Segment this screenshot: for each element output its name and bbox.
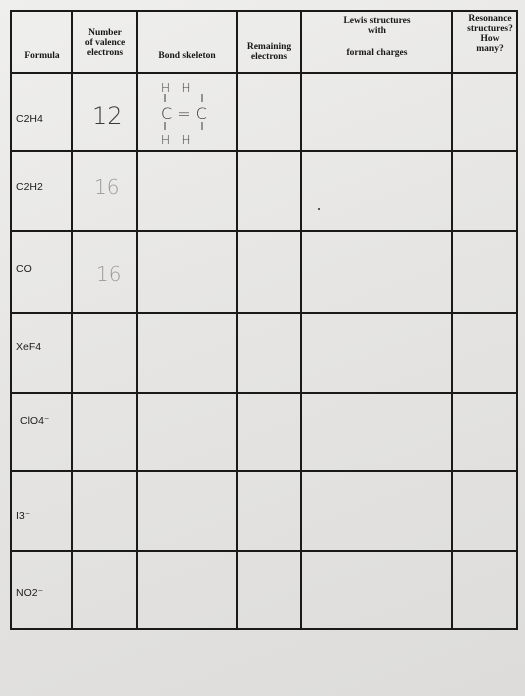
header-remaining-electrons: Remaining electrons <box>246 42 292 62</box>
header-resonance: Resonance structures? How many? <box>467 14 513 54</box>
valence-co: 16 <box>96 262 122 286</box>
column-divider <box>71 10 73 630</box>
formula-clo4: ClO4⁻ <box>20 415 50 427</box>
column-divider <box>136 10 138 630</box>
valence-c2h2: 16 <box>94 175 120 199</box>
valence-c2h4: 12 <box>92 102 123 130</box>
row-divider <box>10 470 518 472</box>
header-bond-skeleton: Bond skeleton <box>158 51 216 61</box>
formula-xef4: XeF4 <box>16 341 42 353</box>
column-divider <box>236 10 238 630</box>
skeleton-bond-lines <box>150 78 220 148</box>
header-formula: Formula <box>24 51 60 61</box>
row-divider <box>10 72 518 74</box>
formula-c2h4: C2H4 <box>16 113 43 125</box>
skeleton-c2h4-bottom: H H <box>161 133 191 147</box>
formula-c2h2: C2H2 <box>16 181 43 193</box>
table-border-bottom <box>10 628 518 630</box>
formula-co: CO <box>16 263 32 275</box>
formula-no2: NO2⁻ <box>16 587 44 599</box>
skeleton-c2h4-mid: C = C <box>161 104 207 123</box>
row-divider <box>10 392 518 394</box>
table-border-top <box>10 10 518 12</box>
header-lewis-structures: Lewis structures with formal charges <box>343 16 411 58</box>
row-divider <box>10 150 518 152</box>
column-divider <box>300 10 302 630</box>
row-divider <box>10 550 518 552</box>
row-divider <box>10 230 518 232</box>
row-divider <box>10 312 518 314</box>
pencil-mark <box>318 208 320 210</box>
table-border-right <box>516 10 518 630</box>
formula-i3: I3⁻ <box>16 510 31 522</box>
skeleton-c2h4-top: H H <box>161 81 191 95</box>
table-border-left <box>10 10 12 630</box>
column-divider <box>451 10 453 630</box>
header-valence-electrons: Number of valence electrons <box>84 28 126 58</box>
lewis-structure-table <box>10 10 518 630</box>
